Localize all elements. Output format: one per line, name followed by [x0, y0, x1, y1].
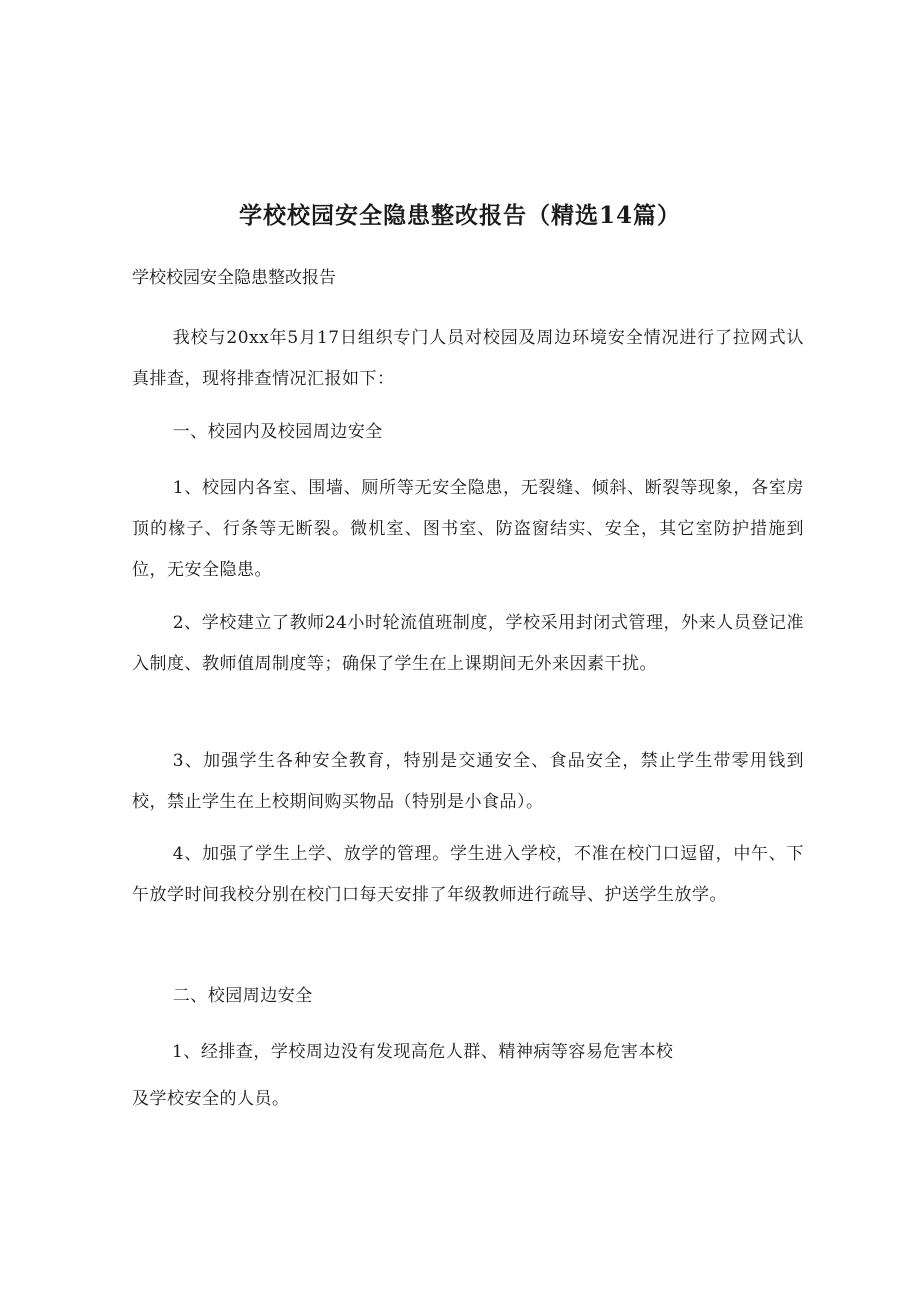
list-item-5-line-1: 1、经排查，学校周边没有发现高危人群、精神病等容易危害本校	[172, 1042, 674, 1062]
intro-paragraph: 我校与20xx年5月17日组织专门人员对校园及周边环境安全情况进行了拉网式认真排查，现将排查情况汇报如下：	[132, 328, 804, 389]
list-item-3: 3、加强学生各种安全教育，特别是交通安全、食品安全，禁止学生带零用钱到校，禁止学生在上校期间购买物品（特别是小食品）。	[132, 751, 804, 812]
document-title: 学校校园安全隐患整改报告（精选14篇）	[238, 202, 681, 229]
list-item-2: 2、学校建立了教师24小时轮流值班制度，学校采用封闭式管理，外来人员登记准入制度、教师值周制度等；确保了学生在上课期间无外来因素干扰。	[132, 613, 804, 674]
section-heading-1: 一、校园内及校园周边安全	[172, 422, 383, 442]
list-item-4: 4、加强了学生上学、放学的管理。学生进入学校，不准在校门口逗留，中午、下午放学时间我校分别在校门口每天安排了年级教师进行疏导、护送学生放学。	[132, 844, 804, 905]
list-item-1: 1、校园内各室、围墙、厕所等无安全隐患，无裂缝、倾斜、断裂等现象，各室房顶的椽子、行条等无断裂。微机室、图书室、防盗窗结实、安全，其它室防护措施到位，无安全隐患。	[132, 478, 804, 580]
list-item-5-line-2: 及学校安全的人员。	[132, 1089, 290, 1109]
section-heading-2: 二、校园周边安全	[172, 986, 313, 1006]
document-subtitle: 学校校园安全隐患整改报告	[132, 268, 336, 288]
